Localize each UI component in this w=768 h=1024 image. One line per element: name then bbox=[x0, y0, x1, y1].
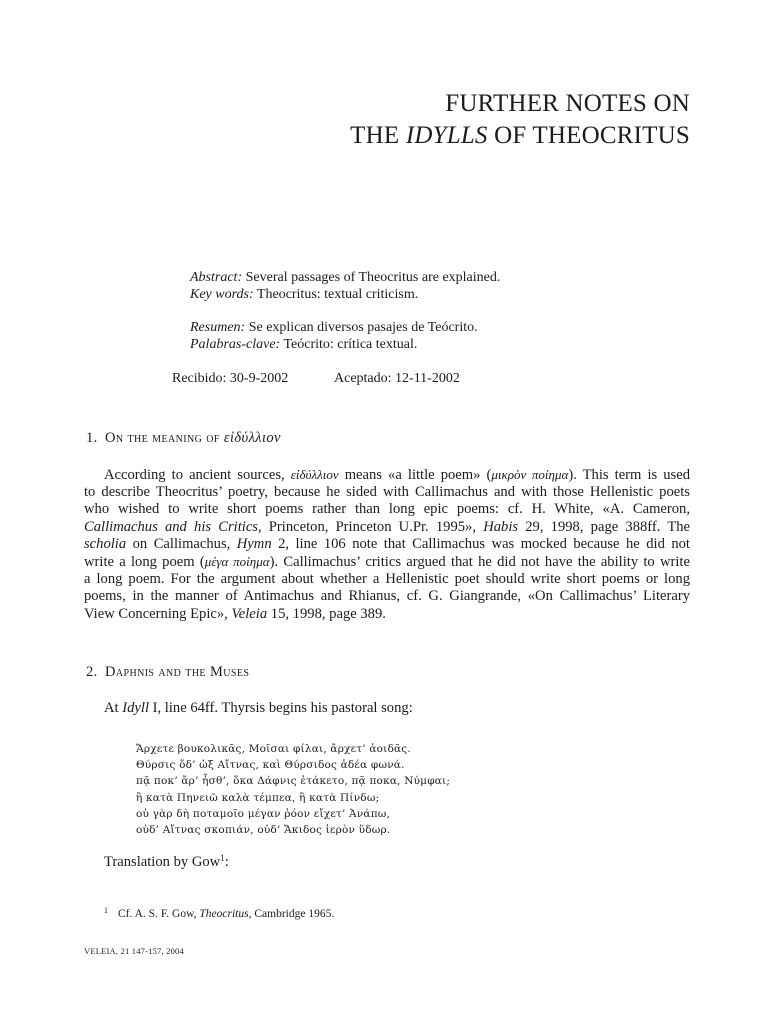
title-line-2-post: OF THEOCRITUS bbox=[487, 122, 690, 149]
paragraph-line: poems, in the manner of Antimachus and Rhianus, cf. G. Giangrande, «On Callimachus’ Literary bbox=[84, 588, 690, 605]
section-1-title: On the meaning of bbox=[105, 430, 224, 446]
verse-line: πᾷ ποκ’ ἄρ’ ἦσθ’, ὅκα Δάφνις ἐτάκετο, πᾷ ποκα, Νύμφαι; bbox=[136, 775, 451, 788]
text-span: ). Callimachus’ critics argued that he did not have the ability to write bbox=[269, 554, 690, 571]
greek-term: εἰδύλλιον bbox=[290, 467, 339, 482]
palabras-label: Palabras-clave: bbox=[190, 336, 281, 352]
paragraph-line: to describe Theocritus’ poetry, because he sided with Callimachus and with those Hellenistic poets bbox=[84, 484, 690, 501]
translation-line bbox=[104, 850, 229, 871]
footnote-mark: 1 bbox=[104, 906, 108, 915]
palabras-row bbox=[190, 337, 500, 354]
text-span: write a long poem ( bbox=[84, 554, 205, 571]
italic-term: Hymn bbox=[236, 535, 272, 552]
text-span: Translation by Gow bbox=[104, 854, 221, 870]
verse-line: οὐδ’ Αἴτνας σκοπιάν, οὐδ’ Ἄκιδος ἱερὸν ὕδωρ. bbox=[136, 824, 391, 837]
keywords-row bbox=[190, 287, 500, 304]
title-idylls: IDYLLS bbox=[405, 122, 488, 149]
section-2-intro bbox=[104, 700, 413, 717]
keywords-label: Key words: bbox=[190, 286, 254, 302]
book-title: Callimachus and his Critics bbox=[84, 518, 258, 535]
abstract-row bbox=[190, 270, 500, 287]
section-1-heading bbox=[86, 430, 281, 446]
article-title bbox=[350, 88, 690, 152]
text-span: , Cambridge 1965. bbox=[248, 908, 335, 920]
abstract-text: Several passages of Theocritus are explained. bbox=[242, 270, 501, 285]
paragraph-line bbox=[84, 519, 690, 536]
abstract-gap bbox=[190, 303, 500, 320]
paragraph-line bbox=[84, 466, 690, 484]
section-1-number: 1. bbox=[86, 430, 98, 446]
section-2-heading bbox=[86, 664, 249, 680]
keywords-text: Theocritus: textual criticism. bbox=[253, 286, 419, 302]
abstract-block bbox=[190, 270, 500, 353]
text-span: ). This term is used bbox=[568, 467, 690, 483]
paragraph-line bbox=[84, 536, 690, 553]
resumen-text: Se explican diversos pasajes de Teócrito. bbox=[245, 320, 478, 335]
text-span: 29, 1998, page 388ff. The bbox=[518, 518, 690, 535]
text-span: : bbox=[224, 854, 229, 870]
text-span: Cf. A. S. F. Gow, bbox=[118, 908, 200, 920]
text-span: 2, line 106 note that Callimachus was mocked because he did not bbox=[271, 535, 690, 552]
verse-line: οὐ γὰρ δὴ ποταμοῖο μέγαν ῥόον εἴχετ’ Ἀνάπω, bbox=[136, 807, 391, 820]
verse-line: Ἄρχετε βουκολικᾶς, Μοῖσαι φίλαι, ἄρχετ’ ἀοιδᾶς. bbox=[136, 743, 411, 755]
title-line-2 bbox=[350, 120, 690, 152]
paragraph-line bbox=[84, 606, 690, 623]
resumen-label: Resumen: bbox=[190, 320, 246, 335]
text-span: , Princeton, Princeton U.Pr. 1995», bbox=[257, 518, 484, 535]
footnote bbox=[104, 904, 334, 921]
paragraph-line: a long poem. For the argument about whether a Hellenistic poet should write short poems or long bbox=[84, 571, 690, 588]
greek-term: μικρὸν ποίημα bbox=[491, 467, 569, 482]
book-title: Theocritus bbox=[199, 908, 249, 920]
received-date: Recibido: 30-9-2002 bbox=[172, 371, 289, 386]
text-span: According to ancient sources, bbox=[104, 467, 291, 483]
abstract-label: Abstract: bbox=[190, 270, 243, 285]
text-span: 15, 1998, page 389. bbox=[267, 605, 386, 622]
paragraph-line: who wished to write short poems rather than long epic poems: cf. H. White, «A. Cameron, bbox=[84, 501, 690, 518]
text-span: means «a little poem» ( bbox=[338, 467, 492, 483]
greek-verse-quote bbox=[136, 741, 450, 838]
section-2-title: Daphnis and the Muses bbox=[105, 664, 250, 680]
greek-term: μέγα ποίημα bbox=[204, 554, 270, 570]
resumen-row bbox=[190, 320, 500, 337]
verse-line: Θύρσις ὅδ’ ὡξ Αἴτνας, καὶ Θύρσιδος ἁδέα φωνά. bbox=[136, 759, 405, 772]
footnote-reference[interactable]: 1 bbox=[220, 853, 225, 863]
section-2-number: 2. bbox=[86, 664, 98, 680]
journal-title: Veleia bbox=[231, 605, 268, 622]
title-line-2-pre: THE bbox=[350, 122, 406, 149]
italic-term: Idyll bbox=[122, 700, 149, 716]
section-1-paragraph bbox=[84, 466, 690, 623]
section-1-title-greek: εἰδύλλιον bbox=[223, 430, 281, 446]
palabras-text: Teócrito: crítica textual. bbox=[280, 336, 418, 352]
verse-line: ἢ κατὰ Πηνειῶ καλὰ τέμπεα, ἢ κατὰ Πίνδω; bbox=[136, 791, 380, 804]
text-span: on Callimachus, bbox=[126, 535, 237, 552]
running-footer: VELEIA, 21 147-157, 2004 bbox=[84, 946, 184, 956]
title-line-1: FURTHER NOTES ON bbox=[445, 90, 690, 117]
paragraph-line bbox=[84, 553, 690, 571]
accepted-date: Aceptado: 12-11-2002 bbox=[334, 371, 460, 386]
text-span: At bbox=[104, 700, 123, 716]
italic-term: scholia bbox=[84, 535, 127, 552]
text-span: View Concerning Epic», bbox=[84, 605, 232, 622]
text-span: I, line 64ff. Thyrsis begins his pastoral song: bbox=[149, 700, 413, 716]
journal-title: Habis bbox=[483, 518, 519, 535]
